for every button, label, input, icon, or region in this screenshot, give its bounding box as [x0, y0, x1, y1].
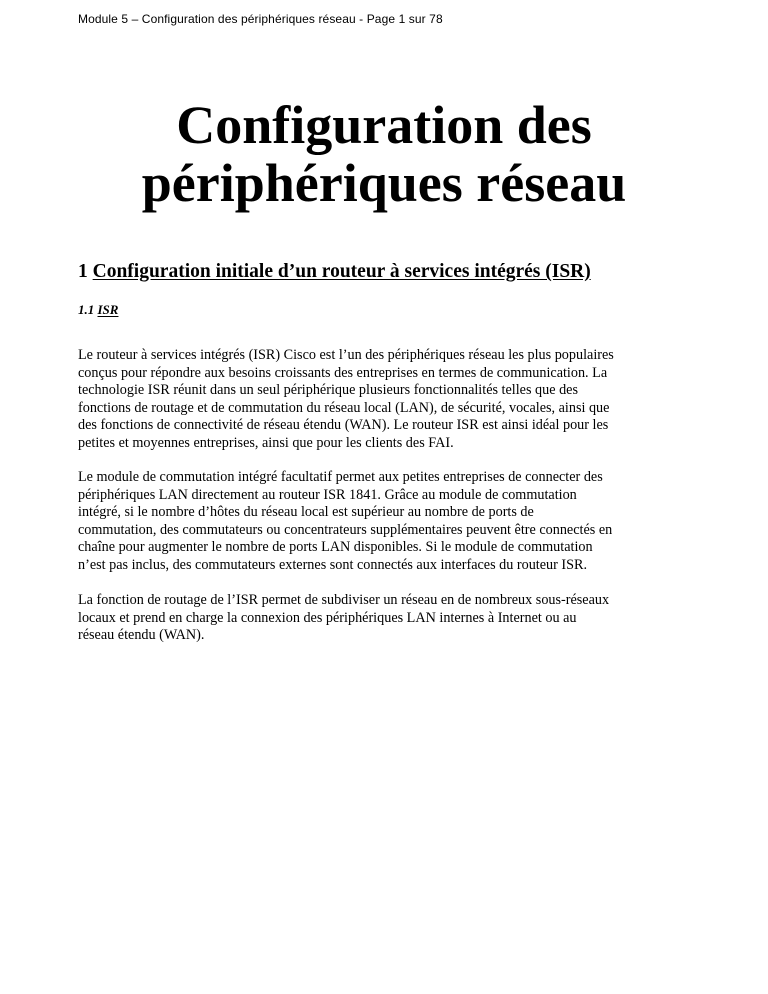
document-title-line-2: périphériques réseau — [141, 153, 627, 213]
paragraph-line: Le routeur à services intégrés (ISR) Cisco est l’un des périphériques réseau les plus populaires — [78, 347, 614, 363]
paragraph-line: commutation, des commutateurs ou concentrateurs supplémentaires peuvent être connectés en — [78, 521, 613, 538]
paragraph-line: réseau étendu (WAN). — [78, 627, 205, 644]
paragraph-line: technologie ISR réunit dans un seul périphérique plusieurs fonctionnalités telles que des — [78, 382, 578, 399]
document-title-line-1: Configuration des — [176, 95, 592, 155]
paragraph-isr-intro — [78, 347, 718, 453]
subsection-heading — [78, 302, 118, 318]
paragraph-line: locaux et prend en charge la connexion des périphériques LAN internes à Internet ou au — [78, 609, 577, 626]
section-heading — [78, 260, 591, 284]
paragraph-line: n’est pas inclus, des commutateurs externes sont connectés aux interfaces du routeur ISR. — [78, 556, 588, 573]
paragraph-line: des fonctions de connectivité de réseau étendu (WAN). Le routeur ISR est ainsi idéal pour les — [78, 417, 609, 434]
paragraph-line: petites et moyennes entreprises, ainsi que pour les clients des FAI. — [78, 434, 454, 451]
paragraph-switch-module — [78, 469, 718, 575]
paragraph-line: fonctions de routage et de commutation du réseau local (LAN), de sécurité, vocales, ainsi que — [78, 399, 610, 416]
paragraph-line: chaîne pour augmenter le nombre de ports LAN disponibles. Si le module de commutation — [78, 539, 593, 556]
paragraph-routing-function — [78, 592, 718, 645]
paragraph-line: intégré, si le nombre d’hôtes du réseau local est supérieur au nombre de ports de — [78, 504, 534, 521]
paragraph-line: Le module de commutation intégré facultatif permet aux petites entreprises de connecter des — [78, 469, 603, 485]
paragraph-line: La fonction de routage de l’ISR permet de subdiviser un réseau en de nombreux sous-réseaux — [78, 592, 610, 608]
section-title: Configuration initiale d’un routeur à services intégrés (ISR) — [92, 261, 591, 282]
paragraph-line: conçus pour répondre aux besoins croissants des entreprises en termes de communication. La — [78, 364, 608, 381]
section-number: 1 — [78, 261, 88, 282]
subsection-title: ISR — [97, 302, 119, 317]
subsection-number: 1.1 — [78, 302, 95, 317]
page-header: Module 5 – Configuration des périphériques réseau - Page 1 sur 78 — [78, 12, 443, 26]
paragraph-line: périphériques LAN directement au routeur ISR 1841. Grâce au module de commutation — [78, 486, 577, 503]
document-title — [60, 96, 708, 212]
